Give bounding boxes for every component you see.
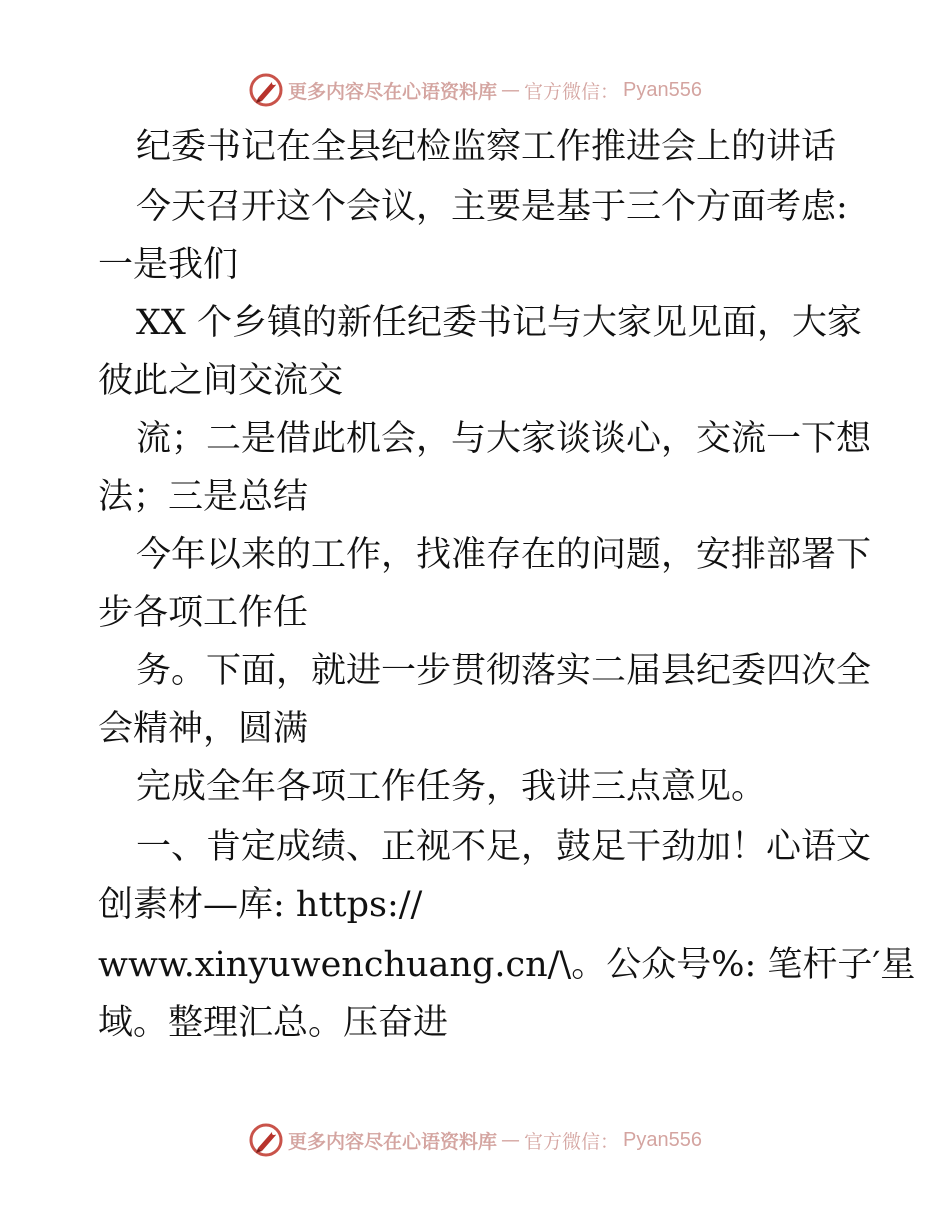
paragraph-line: 创素材—库: https:// bbox=[98, 885, 423, 925]
header-wechat-id: Pyan556 bbox=[623, 78, 702, 101]
header-wechat-label: 官方微信： bbox=[524, 80, 620, 103]
red-pen-circle-logo-icon bbox=[248, 1122, 284, 1158]
paragraph-line: 流；二是借此机会，与大家谈谈心，交流一下想 bbox=[136, 419, 872, 459]
red-pen-circle-logo-icon bbox=[248, 72, 284, 108]
footer-separator: — bbox=[501, 1129, 521, 1151]
section-heading-line: 一、肯定成绩、正视不足，鼓足干劲加！心语文 bbox=[136, 827, 872, 867]
footer-wechat-id: Pyan556 bbox=[623, 1128, 702, 1151]
footer-brand-text: 更多内容尽在心语资料库 bbox=[288, 1130, 498, 1153]
paragraph-line: 一是我们 bbox=[98, 245, 239, 285]
paragraph-line: 今年以来的工作，找准存在的问题，安排部署下 bbox=[136, 535, 872, 575]
paragraph-line: 步各项工作任 bbox=[98, 593, 309, 633]
header-brand-text: 更多内容尽在心语资料库 bbox=[288, 80, 498, 103]
header-separator: — bbox=[501, 79, 521, 101]
paragraph-line: 今天召开这个会议，主要是基于三个方面考虑: bbox=[136, 187, 848, 227]
paragraph-line: 域。整理汇总。压奋进 bbox=[98, 1003, 449, 1043]
paragraph-line: www.xinyuwenchuang.cn/\。公众号%: 笔杆子′星 bbox=[98, 945, 916, 985]
paragraph-line: 彼此之间交流交 bbox=[98, 361, 344, 401]
paragraph-line: 法；三是总结 bbox=[98, 477, 309, 517]
footer-wechat-label: 官方微信： bbox=[524, 1130, 620, 1153]
paragraph-line: 会精神，圆满 bbox=[98, 709, 309, 749]
header-banner bbox=[0, 68, 950, 112]
paragraph-line: 务。下面，就进一步贯彻落实二届县纪委四次全 bbox=[136, 651, 872, 691]
paragraph-line: 完成全年各项工作任务，我讲三点意见。 bbox=[136, 767, 767, 807]
footer-banner bbox=[0, 1118, 950, 1162]
paragraph-line: XX 个乡镇的新任纪委书记与大家见见面，大家 bbox=[136, 303, 862, 343]
document-title: 纪委书记在全县纪检监察工作推进会上的讲话 bbox=[136, 127, 837, 167]
